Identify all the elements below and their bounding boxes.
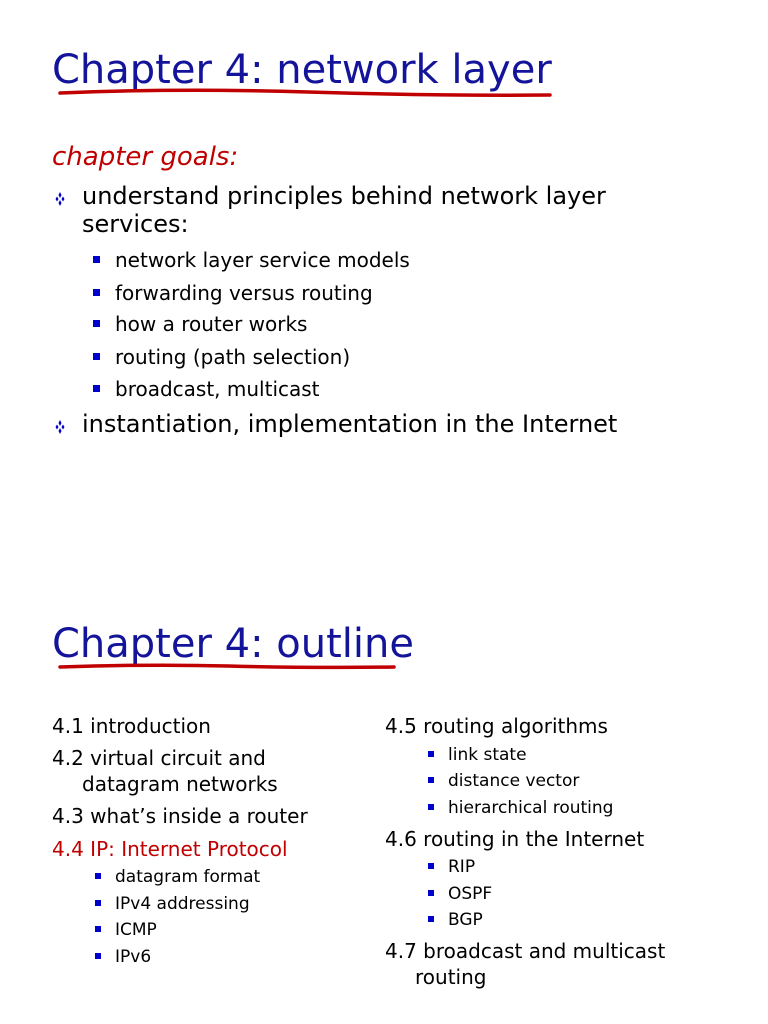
outline-item-label: ICMP (115, 920, 157, 940)
subitem-routing-path (115, 345, 350, 369)
outline-4-2-line2: datagram networks (82, 772, 278, 796)
subitem-service-models (115, 248, 410, 272)
square-bullet-icon (93, 256, 100, 263)
outline-4-2-line1: 4.2 virtual circuit and (52, 746, 266, 770)
square-bullet-icon (93, 353, 100, 360)
subitem-label: network layer service models (115, 248, 410, 272)
subitem-forwarding-vs-routing (115, 281, 373, 305)
square-bullet-icon (428, 890, 434, 896)
outline-item-label: BGP (448, 910, 483, 930)
outline-item-label: IPv4 addressing (115, 894, 250, 914)
goal-text-line2: services: (82, 210, 189, 238)
square-bullet-icon (93, 289, 100, 296)
subitem-label: forwarding versus routing (115, 281, 373, 305)
outline-4-1: 4.1 introduction (52, 714, 211, 738)
subitem-label: broadcast, multicast (115, 377, 320, 401)
outline-item-label: distance vector (448, 771, 580, 791)
outline-item-label: RIP (448, 857, 476, 877)
square-bullet-icon (93, 320, 100, 327)
diamond-bullet-icon (52, 410, 68, 438)
title-underline (58, 661, 398, 677)
square-bullet-icon (93, 385, 100, 392)
outline-4-7-line2: routing (415, 965, 487, 989)
outline-4-3: 4.3 what’s inside a router (52, 804, 308, 828)
outline-4-5-item (448, 744, 527, 766)
outline-4-6-item (448, 856, 475, 878)
square-bullet-icon (428, 916, 434, 922)
outline-item-label: OSPF (448, 884, 493, 904)
slide-chapter-outline (0, 512, 768, 1024)
square-bullet-icon (95, 926, 101, 932)
goal-text: instantiation, implementation in the Internet (82, 410, 618, 438)
goal-text-line1: understand principles behind network layer (82, 182, 606, 210)
outline-4-4-item (115, 919, 157, 941)
subitem-router-works (115, 312, 307, 336)
outline-item-label: datagram format (115, 867, 261, 887)
outline-4-6-item (448, 909, 483, 931)
outline-4-5-item (448, 797, 613, 819)
outline-4-4-item (115, 946, 151, 968)
subitem-label: how a router works (115, 312, 308, 336)
outline-item-label: link state (448, 745, 527, 765)
outline-4-6-item (448, 883, 492, 905)
square-bullet-icon (95, 953, 101, 959)
outline-4-4-item (115, 893, 250, 915)
slide-title: Chapter 4: outline (52, 621, 414, 667)
goal-bullet-principles (82, 182, 606, 238)
chapter-goals-heading: chapter goals: (52, 142, 239, 172)
outline-4-5: 4.5 routing algorithms (385, 714, 608, 738)
outline-4-6: 4.6 routing in the Internet (385, 827, 645, 851)
outline-4-5-item (448, 770, 579, 792)
slide-title: Chapter 4: network layer (52, 47, 552, 93)
outline-item-label: IPv6 (115, 947, 152, 967)
square-bullet-icon (428, 863, 434, 869)
diamond-bullet-icon (52, 182, 68, 210)
square-bullet-icon (95, 900, 101, 906)
square-bullet-icon (428, 804, 434, 810)
square-bullet-icon (428, 777, 434, 783)
subitem-label: routing (path selection) (115, 345, 351, 369)
outline-item-label: hierarchical routing (448, 798, 614, 818)
subitem-broadcast-multicast (115, 377, 320, 401)
square-bullet-icon (95, 873, 101, 879)
outline-4-4-item (115, 866, 260, 888)
square-bullet-icon (428, 751, 434, 757)
outline-4-7-line1: 4.7 broadcast and multicast (385, 939, 666, 963)
title-underline (58, 86, 553, 104)
outline-4-4-current: 4.4 IP: Internet Protocol (52, 837, 288, 861)
goal-bullet-instantiation (82, 410, 617, 438)
